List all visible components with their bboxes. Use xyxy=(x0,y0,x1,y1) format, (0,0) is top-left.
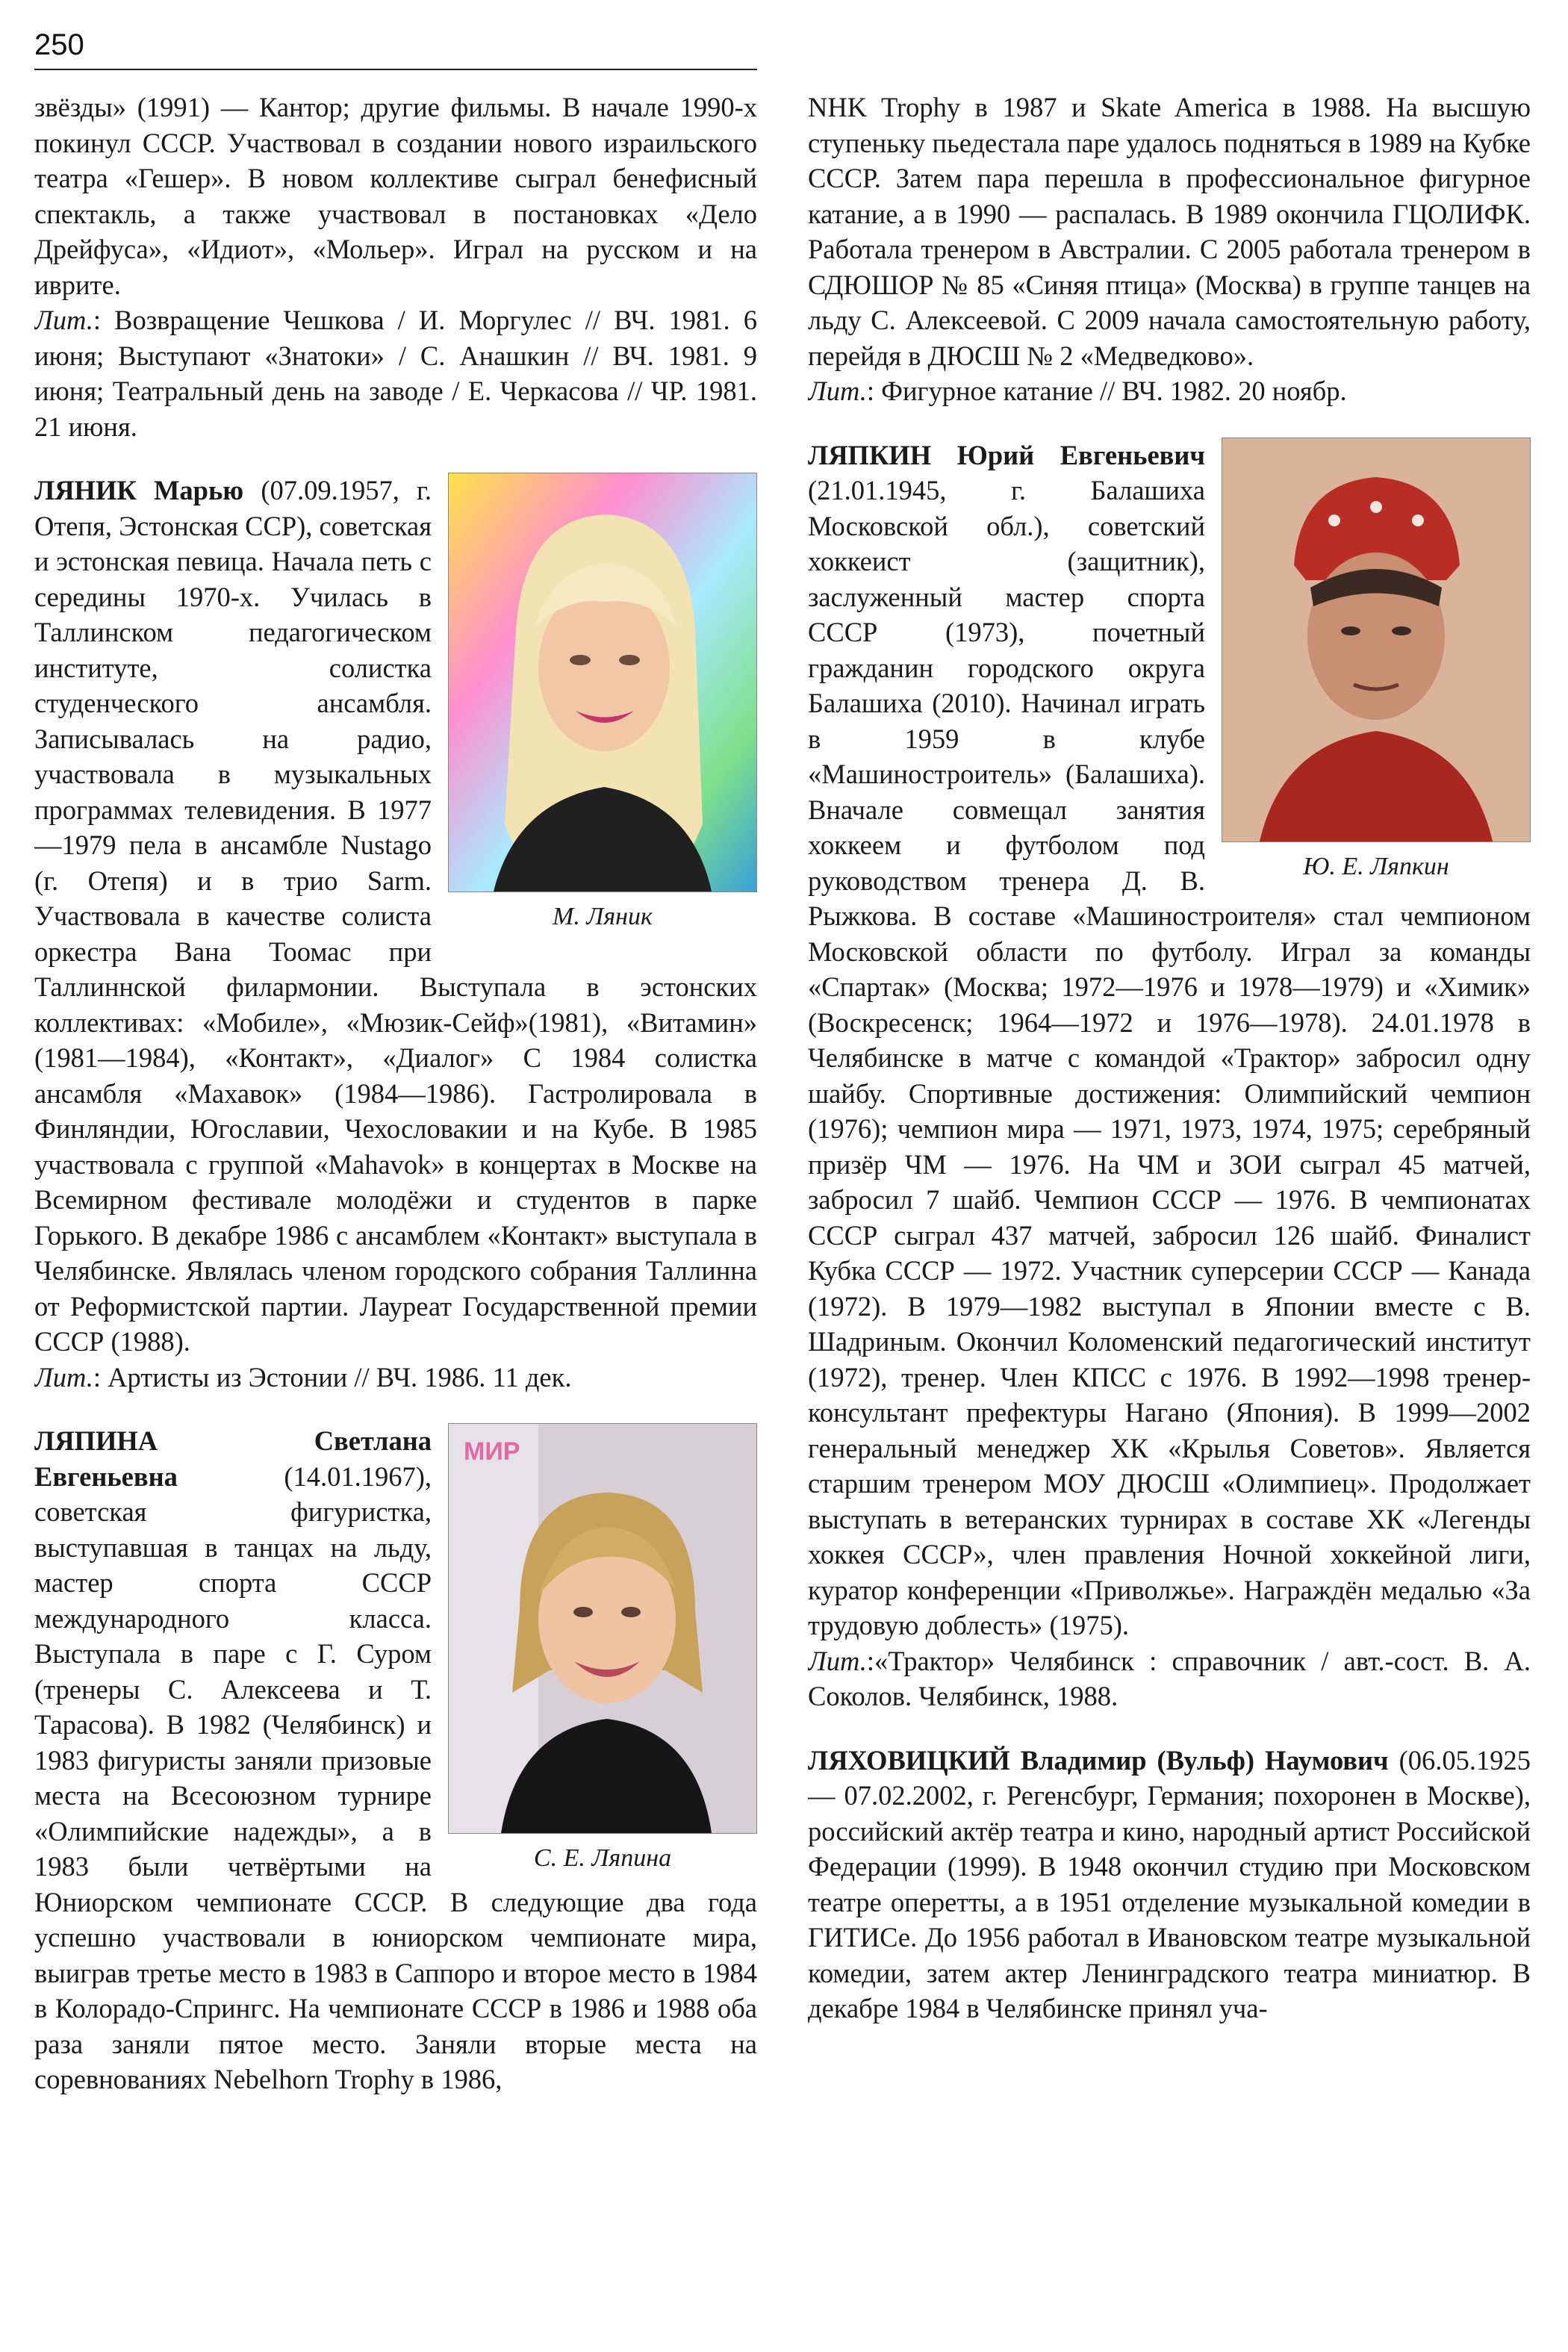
entry-headword: ЛЯНИК Марью xyxy=(34,475,244,505)
figure-lyanik xyxy=(448,473,757,934)
entry-text: звёзды» (1991) — Кантор; другие фильмы. В начале 1990-х покинул СССР. Участвовал в создании нового израильского театра «Гешер». В новом коллективе сыграл бенефисный спектакль, а также участвовал в постановках «Дело Дрейфуса», «Идиот», «Мольер». Играл на русском и на иврите. xyxy=(34,92,757,300)
entry-continued-right xyxy=(808,90,1531,409)
entry-continued-left xyxy=(34,90,757,444)
entry-text: (21.01.1945, г. Балашиха Московской обл.), советский хоккеист (защитник), заслуженный мастер спорта СССР (1973), почетный гражданин городского округа Балашиха (2010). Начинал играть в 1959 в клубе «Машиностроитель» (Балашиха). Вначале совмещал занятия хоккеем и футболом под руководством тренера Д. В. Рыжкова. В составе «Машиностроителя» стал чемпионом Московской области по футболу. Играл за команды «Спартак» (Москва; 1972—1976 и 1978—1979) и «Химик» (Воскресенск; 1964—1972 и 1976—1978). 24.01.1978 в Челябинске в матче с командой «Трактор» забросил одну шайбу. Спортивные достижения: Олимпийский чемпион (1976); чемпион мира — 1971, 1973, 1974, 1975; серебряный призёр ЧМ — 1976. На ЧМ и ЗОИ сыграл 45 матчей, забросил 7 шайб. Чемпион СССР — 1976. В чемпионатах СССР сыграл 437 матчей, забросил 126 шайб. Финалист Кубка СССР — 1972. Участник суперсерии СССР — Канада (1972). В 1979—1982 выступал в Японии вместе с В. Шадриным. Окончил Коломенский педагогический институт (1972), тренер. Член КПСС с 1976. В 1992—1998 тренер-консультант префектуры Нагано (Япония). В 1999—2002 генеральный менеджер ХК «Крылья Советов». Является старшим тренером МОУ ДЮСШ «Олимпиец». Продолжает выступать в ветеранских турнирах в составе ХК «Легенды хоккея СССР», член правления Ночной хоккейной лиги, куратор конференции «Приволжье». Награждён медалью «За трудовую доблесть» (1975). xyxy=(808,475,1531,1640)
entry-literature xyxy=(808,373,1531,409)
right-column xyxy=(808,90,1531,2330)
literature-label: Лит. xyxy=(34,305,93,335)
entry-literature xyxy=(34,302,757,444)
entry-body xyxy=(34,1423,757,2097)
entry-body xyxy=(34,473,757,1360)
entry-text: (07.09.1957, г. Отепя, Эстонская ССР), советская и эстонская певица. Начала петь с середины 1970-х. Училась в Таллинском педагогическом институте, солистка студенческого ансамбля. Записывалась на радио, участвовала в музыкальных программах телевидения. В 1977—1979 пела в ансамбле Nustago (г. Отепя) и в трио Sarm. Участвовала в качестве солиста оркестра Вана Тоомас при Таллиннской филармонии. Выступала в эстонских коллективах: «Мобиле», «Мюзик-Сейф»(1981), «Витамин» (1981—1984), «Контакт», «Диалог» С 1984 солистка ансамбля «Махавок» (1984—1986). Гастролировала в Финляндии, Югославии, Чехословакии и на Кубе. В 1985 участвовала с группой «Mahavok» в концертах в Москве на Всемирном фестивале молодёжи и студентов в парке Горького. В декабре 1986 с ансамблем «Контакт» выступала в Челябинске. Являлась членом городского собрания Таллинна от Реформистской партии. Лауреат Государственной премии СССР (1988). xyxy=(34,475,757,1357)
header-rule xyxy=(34,69,757,70)
entry-lyapina xyxy=(34,1423,757,2097)
entry-literature xyxy=(808,1643,1531,1714)
figure-caption: М. Ляник xyxy=(553,903,653,930)
entry-literature xyxy=(34,1360,757,1396)
entry-lyakhovitsky xyxy=(808,1743,1531,2026)
entry-headword: ЛЯПКИН Юрий Евгеньевич xyxy=(808,439,1205,470)
entry-text: (06.05.1925 — 07.02.2002, г. Регенсбург, Германия; похоронен в Москве), российский актёр театра и кино, народный артист Российской Федерации (1999). В 1948 окончил студию при Московском театре оперетты, а в 1951 отделение музыкальной комедии в ГИТИСе. До 1956 работал в Ивановском театре музыкальной комедии, затем актер Ленинградского театра миниатюр. В декабре 1984 в Челябинске принял уча- xyxy=(808,1744,1531,2023)
literature-text: : Возвращение Чешкова / И. Моргулес // ВЧ. 1981. 6 июня; Выступают «Знатоки» / С. Анашкин // ВЧ. 1981. 9 июня; Театральный день на заводе / Е. Черкасова // ЧР. 1981. 21 июня. xyxy=(34,305,757,442)
portrait-lyapina xyxy=(448,1423,757,1834)
entry-body xyxy=(808,1743,1531,2026)
entry-body xyxy=(808,438,1531,1643)
literature-text: : Фигурное катание // ВЧ. 1982. 20 ноябр. xyxy=(866,376,1347,406)
literature-label: Лит. xyxy=(808,376,867,406)
page-number: 250 xyxy=(34,28,84,61)
literature-label: Лит. xyxy=(34,1361,93,1393)
entry-headword: ЛЯПИНА Светлана Евгеньевна xyxy=(34,1425,432,1492)
entry-lyanik xyxy=(34,473,757,1395)
entry-headword: ЛЯХОВИЦКИЙ Владимир (Вульф) Наумович xyxy=(808,1744,1389,1776)
left-column xyxy=(34,90,757,2330)
entry-text: (14.01.1967), советская фигуристка, выступавшая в танцах на льду, мастер спорта СССР международного класса. Выступала в паре с Г. Суром (тренеры С. Алексеева и Т. Тарасова). В 1982 (Челябинск) и 1983 фигуристы заняли призовые места на Всесоюзном турнире «Олимпийские надежды», а в 1983 были четвёртыми на Юниорском чемпионате СССР. В следующие два года успешно участвовали в юниорском чемпионате мира, выиграв третье место в 1983 в Саппоро и второе место в 1984 в Колорадо-Спрингс. На чемпионате СССР в 1986 и 1988 оба раза заняли пятое место. Заняли вторые места на соревнованиях Nebelhorn Trophy в 1986, xyxy=(34,1460,757,2094)
literature-text: : Артисты из Эстонии // ВЧ. 1986. 11 дек. xyxy=(93,1361,572,1393)
figure-caption: С. Е. Ляпина xyxy=(533,1844,672,1872)
portrait-lyapkin xyxy=(1222,438,1531,842)
figure-lyapina xyxy=(448,1423,757,1876)
entry-text: NHK Trophy в 1987 и Skate America в 1988. На высшую ступеньку пьедестала паре удалось подняться в 1989 на Кубке СССР. Затем пара перешла в профессиональное фигурное катание, а в 1990 — распалась. В 1989 окончила ГЦОЛИФК. Работала тренером в Австралии. С 2005 работала тренером в СДЮШОР № 85 «Синяя птица» (Москва) в группе танцев на льду С. Алексеевой. С 2009 начала самостоятельную работу, перейдя в ДЮСШ № 2 «Медведково». xyxy=(808,92,1531,371)
entry-lyapkin xyxy=(808,438,1531,1714)
literature-text: :«Трактор» Челябинск : справочник / авт.-сост. В. А. Соколов. Челябинск, 1988. xyxy=(808,1645,1531,1711)
portrait-lyanik xyxy=(448,473,757,892)
figure-lyapkin xyxy=(1222,438,1531,884)
figure-caption: Ю. Е. Ляпкин xyxy=(1303,852,1449,880)
literature-label: Лит. xyxy=(808,1645,867,1676)
photo-background-sign: МИР xyxy=(464,1437,520,1466)
